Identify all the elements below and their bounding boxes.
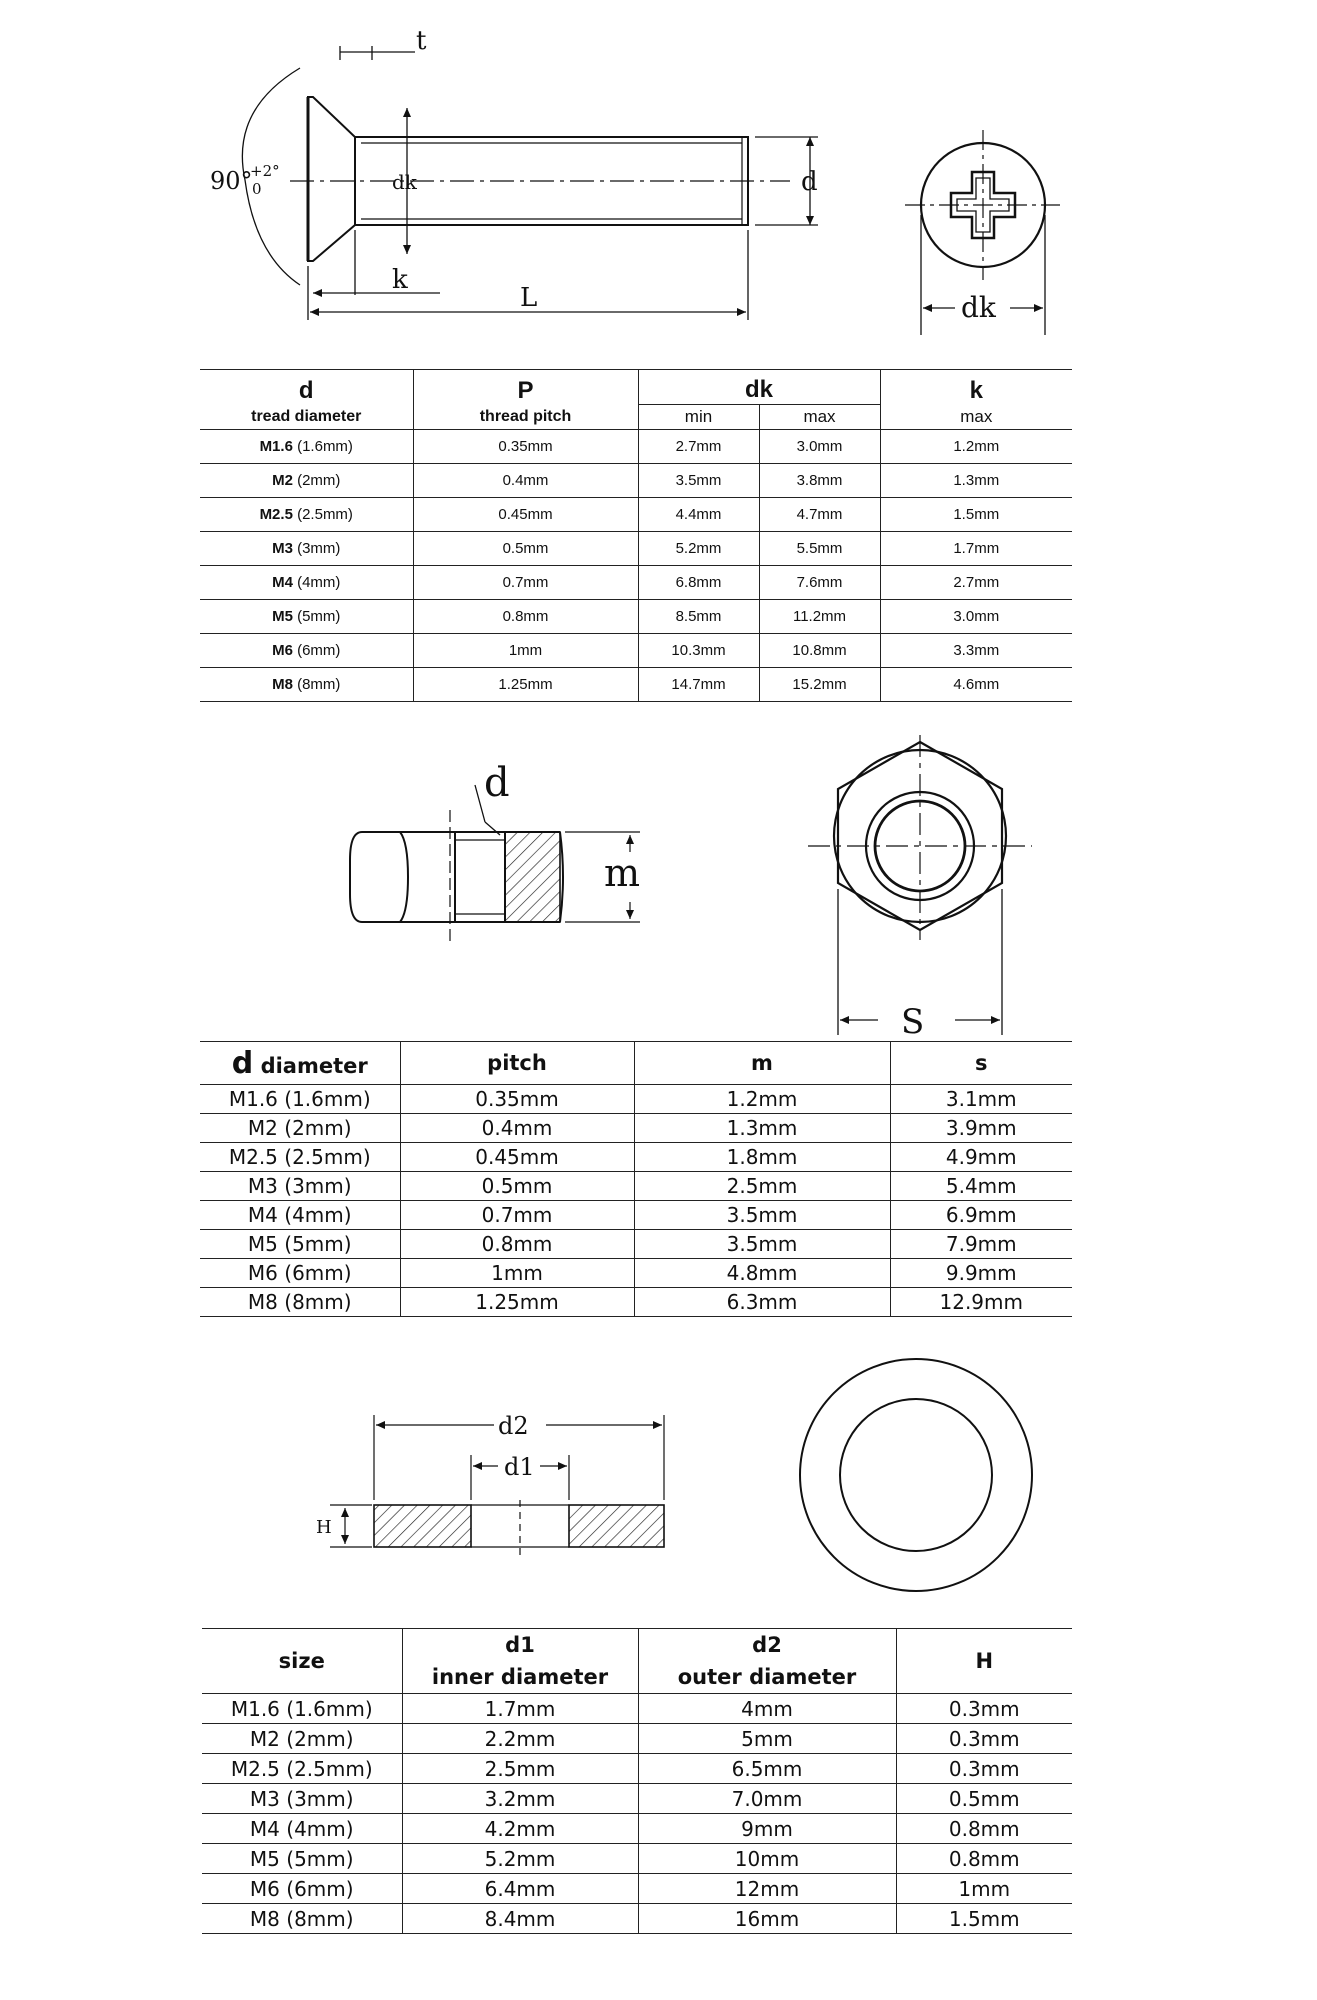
- d1-cell: 2.5mm: [402, 1754, 638, 1784]
- header-dk: dk: [638, 370, 880, 405]
- washer-h-label: H: [316, 1517, 332, 1538]
- size-cell: M6 (6mm): [202, 1874, 402, 1904]
- washer-spec-table: [202, 1628, 1072, 1934]
- table-row: [200, 1230, 1072, 1259]
- pitch-cell: 0.35mm: [400, 1085, 634, 1114]
- size-cell: [200, 566, 413, 600]
- dk-min-cell: 8.5mm: [638, 600, 759, 634]
- size-code: M6: [272, 642, 293, 659]
- nut-side-view: [350, 785, 640, 945]
- s-cell: 5.4mm: [890, 1172, 1072, 1201]
- h-cell: 1mm: [896, 1874, 1072, 1904]
- h-cell: 0.3mm: [896, 1724, 1072, 1754]
- h-cell: 0.3mm: [896, 1694, 1072, 1724]
- dk-min-cell: 4.4mm: [638, 498, 759, 532]
- pitch-cell: 0.35mm: [413, 430, 638, 464]
- h-cell: 0.8mm: [896, 1844, 1072, 1874]
- header-k: k: [969, 376, 983, 404]
- size-cell: [200, 430, 413, 464]
- table-row: [200, 532, 1072, 566]
- d2-cell: 6.5mm: [638, 1754, 896, 1784]
- pitch-cell: 1mm: [413, 634, 638, 668]
- s-cell: 7.9mm: [890, 1230, 1072, 1259]
- header-s: s: [890, 1042, 1072, 1085]
- pitch-cell: 1.25mm: [400, 1288, 634, 1317]
- header-d-diameter: [200, 1042, 400, 1085]
- dk-min-cell: 6.8mm: [638, 566, 759, 600]
- header-k-max: max: [880, 405, 1072, 430]
- m-cell: 3.5mm: [634, 1230, 890, 1259]
- k-cell: 2.7mm: [880, 566, 1072, 600]
- m-cell: 3.5mm: [634, 1201, 890, 1230]
- pitch-cell: 0.4mm: [400, 1114, 634, 1143]
- m-cell: 4.8mm: [634, 1259, 890, 1288]
- header-d-symbol: d: [231, 1045, 254, 1081]
- screw-side-view: [242, 46, 818, 320]
- header-d-suffix: diameter: [260, 1053, 368, 1078]
- d1-cell: 5.2mm: [402, 1844, 638, 1874]
- header-d1: [402, 1629, 638, 1694]
- size-mm: (3mm): [297, 540, 341, 557]
- pitch-cell: 0.8mm: [413, 600, 638, 634]
- table-row: [200, 668, 1072, 702]
- size-code: M4: [272, 574, 293, 591]
- d1-cell: 6.4mm: [402, 1874, 638, 1904]
- size-cell: M4 (4mm): [200, 1201, 400, 1230]
- header-d2: [638, 1629, 896, 1694]
- dk-outer-label: dk: [961, 291, 996, 324]
- dk-max-cell: 11.2mm: [759, 600, 880, 634]
- angle-tol-minus: 0: [252, 180, 262, 198]
- washer-d1-label: d1: [504, 1453, 535, 1481]
- h-cell: 0.5mm: [896, 1784, 1072, 1814]
- dk-min-cell: 2.7mm: [638, 430, 759, 464]
- m-cell: 1.8mm: [634, 1143, 890, 1172]
- table-row: [200, 1259, 1072, 1288]
- size-cell: M1.6 (1.6mm): [200, 1085, 400, 1114]
- pitch-cell: 0.8mm: [400, 1230, 634, 1259]
- d2-cell: 16mm: [638, 1904, 896, 1934]
- size-cell: M4 (4mm): [202, 1814, 402, 1844]
- size-mm: (1.6mm): [297, 438, 353, 455]
- table-row: [200, 498, 1072, 532]
- header-d-sub: tread diameter: [200, 405, 413, 430]
- header-d1-symbol: d1: [505, 1633, 535, 1657]
- size-cell: M3 (3mm): [202, 1784, 402, 1814]
- k-cell: 1.7mm: [880, 532, 1072, 566]
- nut-d-label: d: [484, 760, 510, 806]
- header-p: P: [413, 370, 638, 405]
- size-code: M2: [272, 472, 293, 489]
- d-label: d: [801, 167, 818, 197]
- dk-max-cell: 7.6mm: [759, 566, 880, 600]
- s-cell: 9.9mm: [890, 1259, 1072, 1288]
- header-m: m: [634, 1042, 890, 1085]
- header-h: H: [896, 1629, 1072, 1694]
- k-cell: 3.3mm: [880, 634, 1072, 668]
- s-cell: 3.9mm: [890, 1114, 1072, 1143]
- pitch-cell: 0.45mm: [400, 1143, 634, 1172]
- s-cell: 12.9mm: [890, 1288, 1072, 1317]
- size-cell: M8 (8mm): [202, 1904, 402, 1934]
- d2-cell: 10mm: [638, 1844, 896, 1874]
- dk-min-cell: 10.3mm: [638, 634, 759, 668]
- header-d2-symbol: d2: [752, 1633, 782, 1657]
- dk-inner-label: dk: [392, 170, 417, 194]
- d1-cell: 3.2mm: [402, 1784, 638, 1814]
- nut-m-label: m: [604, 851, 641, 895]
- k-cell: 4.6mm: [880, 668, 1072, 702]
- pitch-cell: 1mm: [400, 1259, 634, 1288]
- size-code: M8: [272, 676, 293, 693]
- pitch-cell: 0.5mm: [400, 1172, 634, 1201]
- nut-s-label: S: [901, 1002, 925, 1042]
- L-label: L: [520, 283, 538, 313]
- table-row: [202, 1874, 1072, 1904]
- dk-max-cell: 5.5mm: [759, 532, 880, 566]
- k-cell: 3.0mm: [880, 600, 1072, 634]
- size-cell: [200, 668, 413, 702]
- d1-cell: 4.2mm: [402, 1814, 638, 1844]
- m-cell: 2.5mm: [634, 1172, 890, 1201]
- screw-spec-table: [200, 369, 1072, 702]
- table-row: [200, 1172, 1072, 1201]
- size-mm: (8mm): [297, 676, 341, 693]
- size-cell: [200, 498, 413, 532]
- size-cell: M2.5 (2.5mm): [202, 1754, 402, 1784]
- size-cell: M8 (8mm): [200, 1288, 400, 1317]
- d1-cell: 1.7mm: [402, 1694, 638, 1724]
- h-cell: 0.3mm: [896, 1754, 1072, 1784]
- pitch-cell: 0.7mm: [413, 566, 638, 600]
- table-row: [200, 430, 1072, 464]
- h-cell: 1.5mm: [896, 1904, 1072, 1934]
- size-code: M1.6: [259, 438, 293, 455]
- dk-max-cell: 4.7mm: [759, 498, 880, 532]
- table-row: [200, 1201, 1072, 1230]
- table-row: [200, 1114, 1072, 1143]
- header-p-sub: thread pitch: [413, 405, 638, 430]
- table-row: [202, 1724, 1072, 1754]
- size-cell: M2.5 (2.5mm): [200, 1143, 400, 1172]
- angle-tol-plus: +2°: [250, 162, 280, 180]
- dk-max-cell: 15.2mm: [759, 668, 880, 702]
- dk-min-cell: 14.7mm: [638, 668, 759, 702]
- k-label: k: [392, 265, 408, 295]
- size-cell: M2 (2mm): [202, 1724, 402, 1754]
- header-pitch: pitch: [400, 1042, 634, 1085]
- table-row: [202, 1694, 1072, 1724]
- washer-section-view: [330, 1415, 664, 1560]
- size-cell: M5 (5mm): [202, 1844, 402, 1874]
- header-d1-sub: inner diameter: [431, 1665, 609, 1689]
- pitch-cell: 0.45mm: [413, 498, 638, 532]
- size-cell: M6 (6mm): [200, 1259, 400, 1288]
- k-cell: 1.3mm: [880, 464, 1072, 498]
- h-cell: 0.8mm: [896, 1814, 1072, 1844]
- table-row: [200, 1085, 1072, 1114]
- m-cell: 6.3mm: [634, 1288, 890, 1317]
- size-mm: (2.5mm): [297, 506, 353, 523]
- s-cell: 4.9mm: [890, 1143, 1072, 1172]
- table-row: [202, 1754, 1072, 1784]
- dk-max-cell: 3.0mm: [759, 430, 880, 464]
- d1-cell: 2.2mm: [402, 1724, 638, 1754]
- header-size: size: [202, 1629, 402, 1694]
- d2-cell: 9mm: [638, 1814, 896, 1844]
- dk-min-cell: 3.5mm: [638, 464, 759, 498]
- size-cell: [200, 464, 413, 498]
- size-code: M5: [272, 608, 293, 625]
- nut-spec-table: [200, 1041, 1072, 1317]
- size-cell: M3 (3mm): [200, 1172, 400, 1201]
- table-row: [200, 566, 1072, 600]
- d2-cell: 4mm: [638, 1694, 896, 1724]
- d2-cell: 12mm: [638, 1874, 896, 1904]
- dk-max-cell: 3.8mm: [759, 464, 880, 498]
- k-cell: 1.2mm: [880, 430, 1072, 464]
- size-cell: M1.6 (1.6mm): [202, 1694, 402, 1724]
- table-row: [202, 1904, 1072, 1934]
- d2-cell: 5mm: [638, 1724, 896, 1754]
- d1-cell: 8.4mm: [402, 1904, 638, 1934]
- table-row: [200, 600, 1072, 634]
- size-mm: (6mm): [297, 642, 341, 659]
- washer-top-view: [800, 1359, 1032, 1591]
- pitch-cell: 0.7mm: [400, 1201, 634, 1230]
- s-cell: 3.1mm: [890, 1085, 1072, 1114]
- table-row: [202, 1844, 1072, 1874]
- size-mm: (2mm): [297, 472, 341, 489]
- table-row: [200, 1288, 1072, 1317]
- table-row: [200, 1143, 1072, 1172]
- table-row: [202, 1814, 1072, 1844]
- table-row: [200, 464, 1072, 498]
- size-mm: (5mm): [297, 608, 341, 625]
- pitch-cell: 0.5mm: [413, 532, 638, 566]
- d2-cell: 7.0mm: [638, 1784, 896, 1814]
- t-label: t: [416, 26, 427, 56]
- dk-min-cell: 5.2mm: [638, 532, 759, 566]
- size-code: M3: [272, 540, 293, 557]
- pitch-cell: 1.25mm: [413, 668, 638, 702]
- header-d2-sub: outer diameter: [677, 1665, 857, 1689]
- s-cell: 6.9mm: [890, 1201, 1072, 1230]
- table-row: [200, 634, 1072, 668]
- size-cell: [200, 634, 413, 668]
- k-cell: 1.5mm: [880, 498, 1072, 532]
- size-code: M2.5: [259, 506, 293, 523]
- angle-label: 90°: [210, 167, 253, 195]
- m-cell: 1.3mm: [634, 1114, 890, 1143]
- dk-max-cell: 10.8mm: [759, 634, 880, 668]
- header-dk-min: min: [638, 405, 759, 430]
- size-cell: M2 (2mm): [200, 1114, 400, 1143]
- table-row: [202, 1784, 1072, 1814]
- size-cell: [200, 532, 413, 566]
- m-cell: 1.2mm: [634, 1085, 890, 1114]
- nut-top-view: [808, 735, 1032, 1035]
- header-dk-max: max: [759, 405, 880, 430]
- washer-d2-label: d2: [498, 1412, 529, 1440]
- size-cell: [200, 600, 413, 634]
- size-cell: M5 (5mm): [200, 1230, 400, 1259]
- pitch-cell: 0.4mm: [413, 464, 638, 498]
- header-d: d: [200, 370, 413, 405]
- size-mm: (4mm): [297, 574, 341, 591]
